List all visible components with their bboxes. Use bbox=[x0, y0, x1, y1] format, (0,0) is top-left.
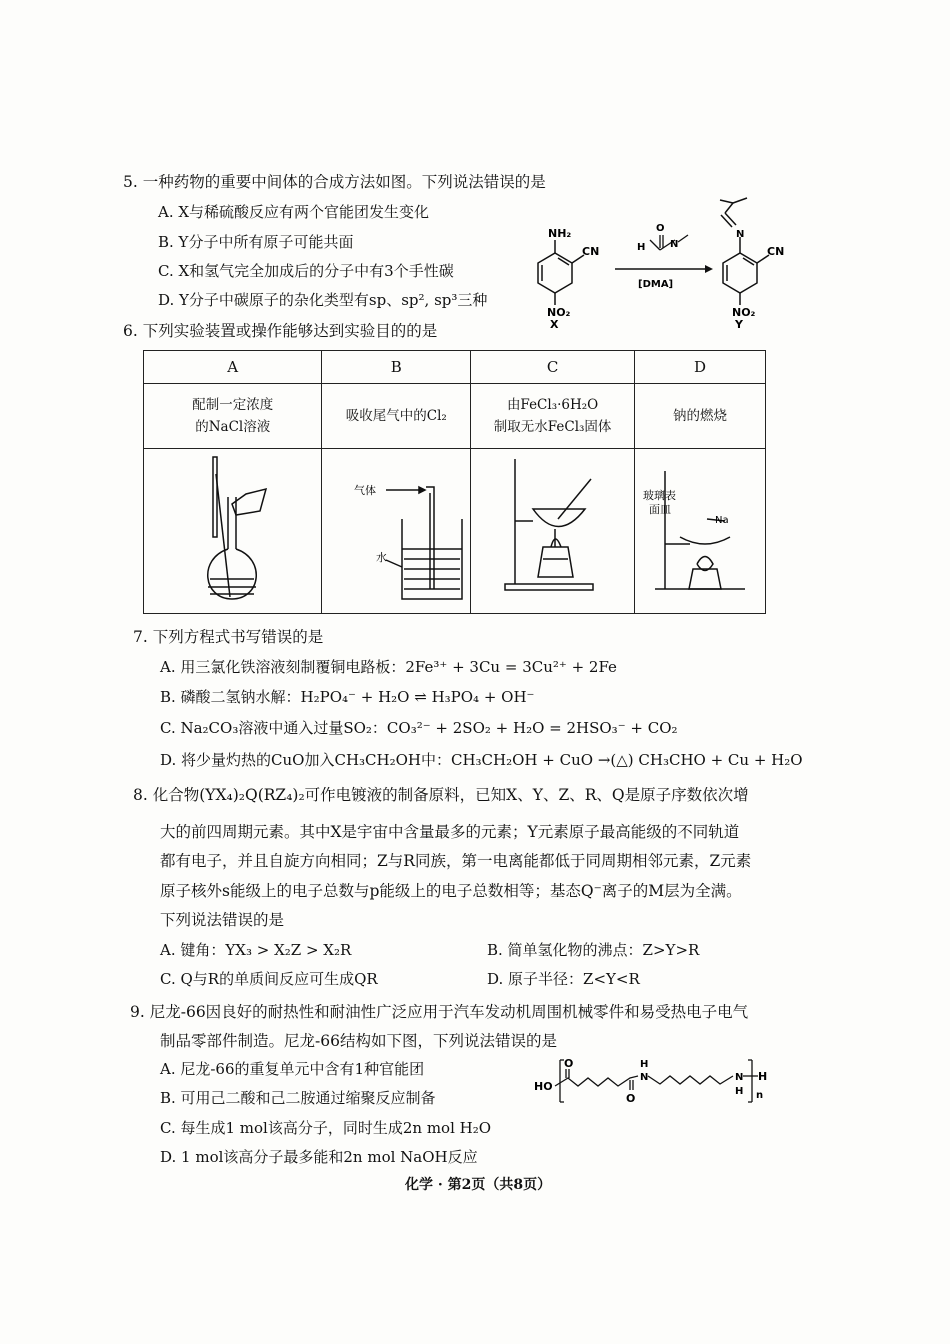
watch-glass-label-2: 面皿 bbox=[649, 503, 671, 516]
q5-stem: 5. 一种药物的重要中间体的合成方法如图。下列说法错误的是 bbox=[123, 173, 546, 191]
q8-line-1: 8. 化合物(YX₄)₂Q(RZ₄)₂可作电镀液的制备原料，已知X、Y、Z、R、Q是原子序数依次增 bbox=[133, 786, 749, 804]
q5-option-a: A. X与稀硫酸反应有两个官能团发生变化 bbox=[158, 203, 430, 221]
x-benzene-ring bbox=[538, 240, 584, 305]
nylon-o-bottom: O bbox=[626, 1092, 636, 1105]
y-benzene-ring bbox=[720, 198, 769, 305]
apparatus-d bbox=[635, 449, 766, 614]
watch-glass-label-1: 玻璃表 bbox=[643, 489, 676, 502]
q9-option-b: B. 可用己二酸和己二胺通过缩聚反应制备 bbox=[160, 1089, 436, 1107]
x-no2: NO₂ bbox=[547, 306, 571, 319]
sodium-combustion-icon bbox=[635, 449, 765, 609]
q5-reaction-scheme bbox=[520, 195, 795, 335]
q7-option-a: A. 用三氯化铁溶液刻制覆铜电路板：2Fe³⁺ + 3Cu = 3Cu²⁺ + 2Fe bbox=[160, 658, 617, 676]
col-header-a: A bbox=[144, 351, 322, 384]
reagent-o: O bbox=[656, 223, 665, 234]
nylon-h-1: H bbox=[640, 1059, 649, 1070]
page-footer: 化学 · 第2页（共8页） bbox=[405, 1177, 552, 1193]
nylon-n-1: N bbox=[640, 1072, 649, 1083]
reagent-dmf bbox=[650, 235, 688, 250]
reaction-condition: [DMA] bbox=[638, 279, 674, 290]
purpose-a-line1: 配制一定浓度 bbox=[192, 397, 274, 413]
q6-experiment-table bbox=[143, 350, 766, 614]
nylon-n-subscript: n bbox=[756, 1090, 764, 1101]
q8-option-c: C. Q与R的单质间反应可生成QR bbox=[160, 970, 378, 988]
volumetric-flask-icon bbox=[148, 449, 318, 609]
q7-stem: 7. 下列方程式书写错误的是 bbox=[133, 628, 324, 646]
q7-option-c: C. Na₂CO₃溶液中通入过量SO₂：CO₃²⁻ + 2SO₂ + H₂O = 2HSO₃⁻ + CO₂ bbox=[160, 719, 678, 737]
purpose-a-line2: 的NaCl溶液 bbox=[195, 419, 271, 435]
y-cn: CN bbox=[767, 245, 785, 258]
purpose-b: 吸收尾气中的Cl₂ bbox=[322, 384, 471, 449]
purpose-c-line1: 由FeCl₃·6H₂O bbox=[506, 397, 599, 413]
y-no2: NO₂ bbox=[732, 306, 756, 319]
water-label: 水 bbox=[375, 551, 387, 564]
purpose-c-line2: 制取无水FeCl₃固体 bbox=[493, 419, 612, 435]
q5-option-b: B. Y分子中所有原子可能共面 bbox=[158, 233, 354, 251]
q8-option-a: A. 键角：YX₃ > X₂Z > X₂R bbox=[160, 941, 352, 959]
x-nh2: NH₂ bbox=[548, 227, 572, 240]
q8-option-d: D. 原子半径：Z<Y<R bbox=[487, 970, 640, 988]
purpose-c bbox=[471, 384, 635, 449]
na-label: Na bbox=[715, 515, 729, 526]
gas-label: 气体 bbox=[353, 484, 376, 497]
y-label: Y bbox=[735, 318, 743, 331]
q9-line-1: 9. 尼龙-66因良好的耐热性和耐油性广泛应用于汽车发动机周围机械零件和易受热电子电气 bbox=[130, 1003, 749, 1021]
q5-option-c: C. X和氢气完全加成后的分子中有3个手性碳 bbox=[158, 262, 454, 280]
x-label: X bbox=[550, 318, 559, 331]
q9-option-c: C. 每生成1 mol该高分子，同时生成2n mol H₂O bbox=[160, 1119, 492, 1137]
nylon-h-2: H bbox=[735, 1086, 744, 1097]
col-header-c: C bbox=[471, 351, 635, 384]
q9-option-d: D. 1 mol该高分子最多能和2n mol NaOH反应 bbox=[160, 1148, 478, 1166]
q5-option-d: D. Y分子中碳原子的杂化类型有sp、sp², sp³三种 bbox=[158, 291, 488, 309]
q7-option-d: D. 将少量灼热的CuO加入CH₃CH₂OH中：CH₃CH₂OH + CuO →(△) CH₃CHO + Cu + H₂O bbox=[160, 751, 803, 769]
nylon-h-end: H bbox=[758, 1070, 768, 1083]
col-header-b: B bbox=[322, 351, 471, 384]
apparatus-a bbox=[144, 449, 322, 614]
nylon-ho: HO bbox=[534, 1080, 553, 1093]
purpose-a bbox=[144, 384, 322, 449]
x-cn: CN bbox=[582, 245, 600, 258]
purpose-d: 钠的燃烧 bbox=[635, 384, 766, 449]
y-n: N bbox=[736, 229, 745, 240]
apparatus-b bbox=[322, 449, 471, 614]
q8-line-4: 原子核外s能级上的电子总数与p能级上的电子总数相等；基态Q⁻离子的M层为全满。 bbox=[160, 882, 742, 900]
evaporating-dish-icon bbox=[473, 449, 633, 609]
q7-option-b: B. 磷酸二氢钠水解：H₂PO₄⁻ + H₂O ⇌ H₃PO₄ + OH⁻ bbox=[160, 688, 535, 706]
q8-line-3: 都有电子，并且自旋方向相同；Z与R同族，第一电离能都低于同周期相邻元素，Z元素 bbox=[160, 852, 752, 870]
q6-stem: 6. 下列实验装置或操作能够达到实验目的的是 bbox=[123, 322, 438, 340]
col-header-d: D bbox=[635, 351, 766, 384]
q9-line-2: 制品零部件制造。尼龙-66结构如下图，下列说法错误的是 bbox=[160, 1032, 557, 1050]
q8-line-2: 大的前四周期元素。其中X是宇宙中含量最多的元素；Y元素原子最高能级的不同轨道 bbox=[160, 823, 740, 841]
q8-line-5: 下列说法错误的是 bbox=[160, 911, 285, 929]
q8-option-b: B. 简单氢化物的沸点：Z>Y>R bbox=[487, 941, 700, 959]
reagent-n: N bbox=[670, 239, 679, 250]
apparatus-c bbox=[471, 449, 635, 614]
gas-absorption-beaker-icon bbox=[324, 449, 469, 609]
reagent-h: H bbox=[637, 242, 646, 253]
q9-option-a: A. 尼龙-66的重复单元中含有1种官能团 bbox=[160, 1060, 425, 1078]
nylon-66-structure bbox=[530, 1052, 780, 1112]
nylon-o-top: O bbox=[564, 1057, 574, 1070]
arrow-head-icon bbox=[705, 265, 713, 273]
nylon-n-2: N bbox=[735, 1072, 744, 1083]
